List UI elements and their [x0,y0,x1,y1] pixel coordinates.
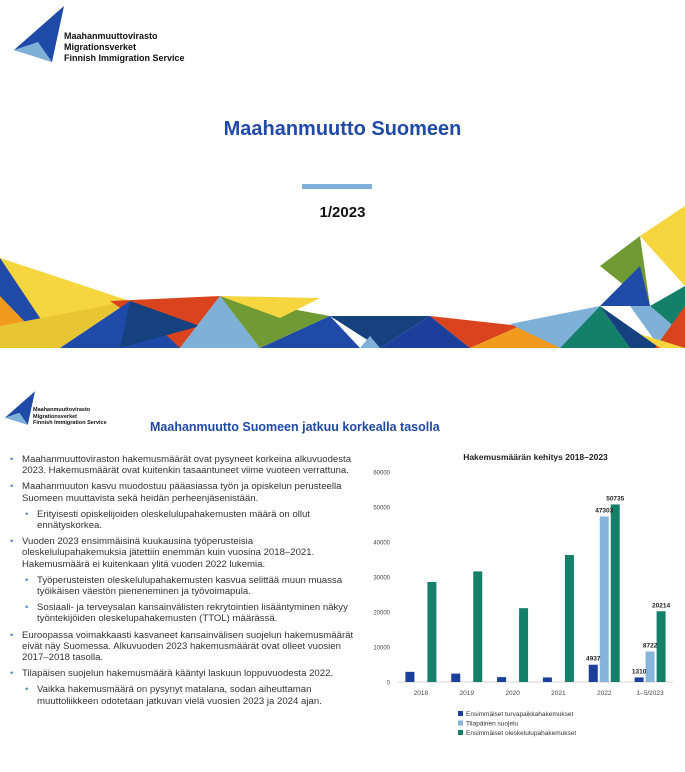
data-label: 47303 [595,507,614,515]
content-slide-title: Maahanmuutto Suomeen jatkuu korkealla tasolla [150,420,440,434]
bullet-item: • Euroopassa voimakkaasti kasvaneet kansainvälisen suojelun hakemusmäärät eivät näy Suomessa. Alkuvuoden 2023 hakemusmäärät ovat olleet vuosien 2017–2018 tasolla. [8,630,358,664]
legend-swatch [458,730,463,735]
x-tick-label: 2021 [551,690,566,697]
x-tick-label: 2018 [413,690,429,697]
title-divider [302,184,372,189]
data-label: 4937 [586,655,601,663]
x-tick-label: 2020 [505,690,520,697]
bullet-item: • Vuoden 2023 ensimmäisinä kuukausina työperusteisia oleskelulupahakemuksia jätettiin enemmän kuin vuosina 2018–2021. Hakemusmäärä ei kuitenkaan ylitä vuoden 2022 lukemia. [8,536,358,570]
agency-name-en: Finnish Immigration Service [64,53,185,63]
bar [635,677,644,682]
bar [405,672,414,682]
y-tick-label: 10000 [373,645,390,652]
agency-name [64,31,185,64]
x-tick-label: 2019 [459,690,474,697]
bar [657,611,666,682]
title-slide [0,0,685,362]
legend-swatch [458,721,463,726]
sub-bullet-item: • Työperusteisten oleskelulupahakemusten kasvua selittää muun muassa työikäisen väestön pieneneminen ja työvoimapula. [8,575,358,597]
x-tick-label: 2022 [597,690,612,697]
y-tick-label: 20000 [373,610,390,617]
bar [646,651,655,682]
agency-name-fi-small: Maahanmuuttovirasto [33,407,91,413]
y-tick-label: 0 [386,680,390,687]
bullet-list [8,454,358,712]
bullet-item: • Maahanmuuton kasvu muodostuu pääasiassa työn ja opiskelun perusteella Suomeen muuttavista sekä heidän perheenjäsenistään. [8,481,358,503]
agency-name-small [33,407,107,427]
bar [473,571,482,682]
agency-logo-icon-small [5,390,35,426]
agency-name-en-small: Finnish Immigration Service [33,420,107,426]
y-tick-label: 60000 [373,470,390,477]
y-tick-label: 40000 [373,540,390,547]
bar [451,674,460,682]
bar [589,665,598,682]
agency-name-sv: Migrationsverket [64,42,137,52]
data-label: 50735 [606,495,625,503]
y-tick-label: 50000 [373,505,390,512]
applications-bar-chart [358,444,683,769]
slide-title: Maahanmuutto Suomeen [223,118,462,140]
bar [611,504,620,682]
data-label: 20214 [652,602,671,610]
issue-number: 1/2023 [319,204,366,221]
slide-separator [0,362,685,384]
agency-logo-icon [14,6,64,62]
data-label: 8722 [642,642,658,650]
decorative-triangles [0,206,685,358]
sub-bullet-item: • Erityisesti opiskelijoiden oleskelulupahakemusten määrä on ollut ennätyskorkea. [8,509,358,531]
y-tick-label: 30000 [373,575,390,582]
legend-label: Ensimmäiset oleskelulupahakemukset [466,730,577,737]
data-label: 1310 [631,668,647,676]
bar [600,516,609,682]
bar [519,608,528,682]
bar [543,677,552,682]
bullet-item: • Tilapäisen suojelun hakemusmäärä kääntyi laskuun loppuvuodesta 2022. [8,668,358,679]
bar [565,555,574,682]
sub-bullet-item: • Sosiaali- ja terveysalan kansainvälisten rekrytointien lisääntyminen näkyy työntekijöiden oleskelupahakemusten (TTOL) määrässä. [8,602,358,624]
content-slide [0,384,685,772]
legend-label: Tilapäinen suojelu [466,720,519,728]
bar [427,582,436,682]
x-tick-label: 1–5/2023 [636,690,664,697]
legend-swatch [458,711,463,716]
agency-name-sv-small: Migrationsverket [33,413,78,420]
bullet-item: • Maahanmuuttoviraston hakemusmäärät ovat pysyneet korkeina alkuvuodesta 2023. Hakemusmäärät ovat kuitenkin tasaantuneet viime vuoteen verrattuna. [8,454,358,476]
bar [497,677,506,682]
chart-title: Hakemusmäärän kehitys 2018–2023 [463,452,608,462]
agency-name-fi: Maahanmuuttovirasto [64,31,158,41]
sub-bullet-item: • Vaikka hakemusmäärä on pysynyt matalana, sodan aiheuttaman muuttoliikkeen odotetaan jatkuvan vielä vuosien 2023 ja 2024 ajan. [8,684,358,706]
legend-label: Ensimmäiset turvapaikkahakemukset [466,711,574,718]
